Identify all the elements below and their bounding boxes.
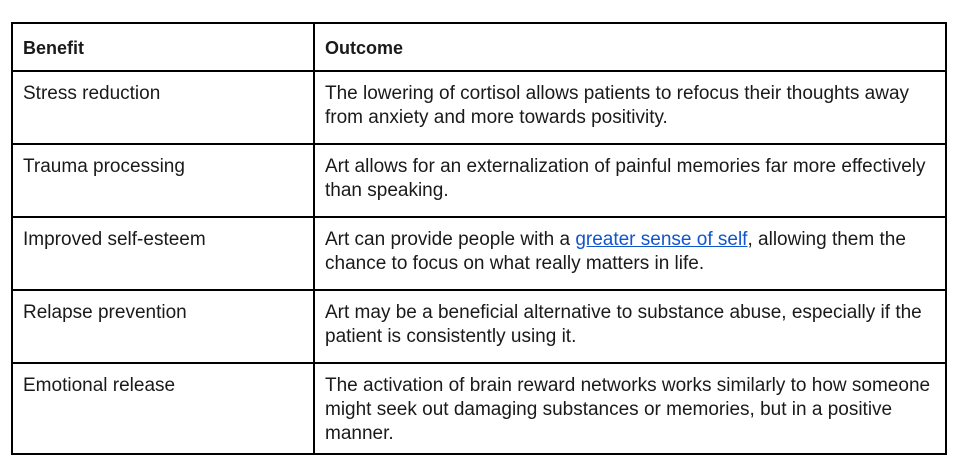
table-row <box>13 216 945 289</box>
benefit-cell: Emotional release <box>13 364 315 453</box>
benefit-cell: Trauma processing <box>13 145 315 216</box>
outcome-text-before: Art can provide people with a <box>325 229 576 250</box>
outcome-text-after: , allowing them the chance to focus on what really matters in life. <box>325 229 906 274</box>
outcome-cell: Art allows for an externalization of painful memories far more effectively than speaking. <box>325 156 926 201</box>
outcome-cell: Art may be a beneficial alternative to substance abuse, especially if the patient is consistently using it. <box>325 302 922 347</box>
table-header-row <box>13 24 945 70</box>
outcome-cell <box>315 218 945 289</box>
greater-sense-of-self-link[interactable]: greater sense of self <box>575 229 748 250</box>
outcome-cell: The lowering of cortisol allows patients to refocus their thoughts away from anxiety and more towards positivity. <box>325 83 910 128</box>
benefit-cell: Stress reduction <box>13 72 315 143</box>
benefits-table <box>11 22 947 455</box>
header-benefit: Benefit <box>13 24 315 70</box>
benefit-cell: Improved self-esteem <box>13 218 315 289</box>
header-outcome: Outcome <box>325 38 404 58</box>
benefit-cell: Relapse prevention <box>13 291 315 362</box>
outcome-cell: The activation of brain reward networks works similarly to how someone might seek out damaging substances or memories, but in a positive manner. <box>325 375 931 444</box>
table-row <box>13 289 945 362</box>
table-row <box>13 70 945 143</box>
table-row <box>13 362 945 453</box>
table-row <box>13 143 945 216</box>
